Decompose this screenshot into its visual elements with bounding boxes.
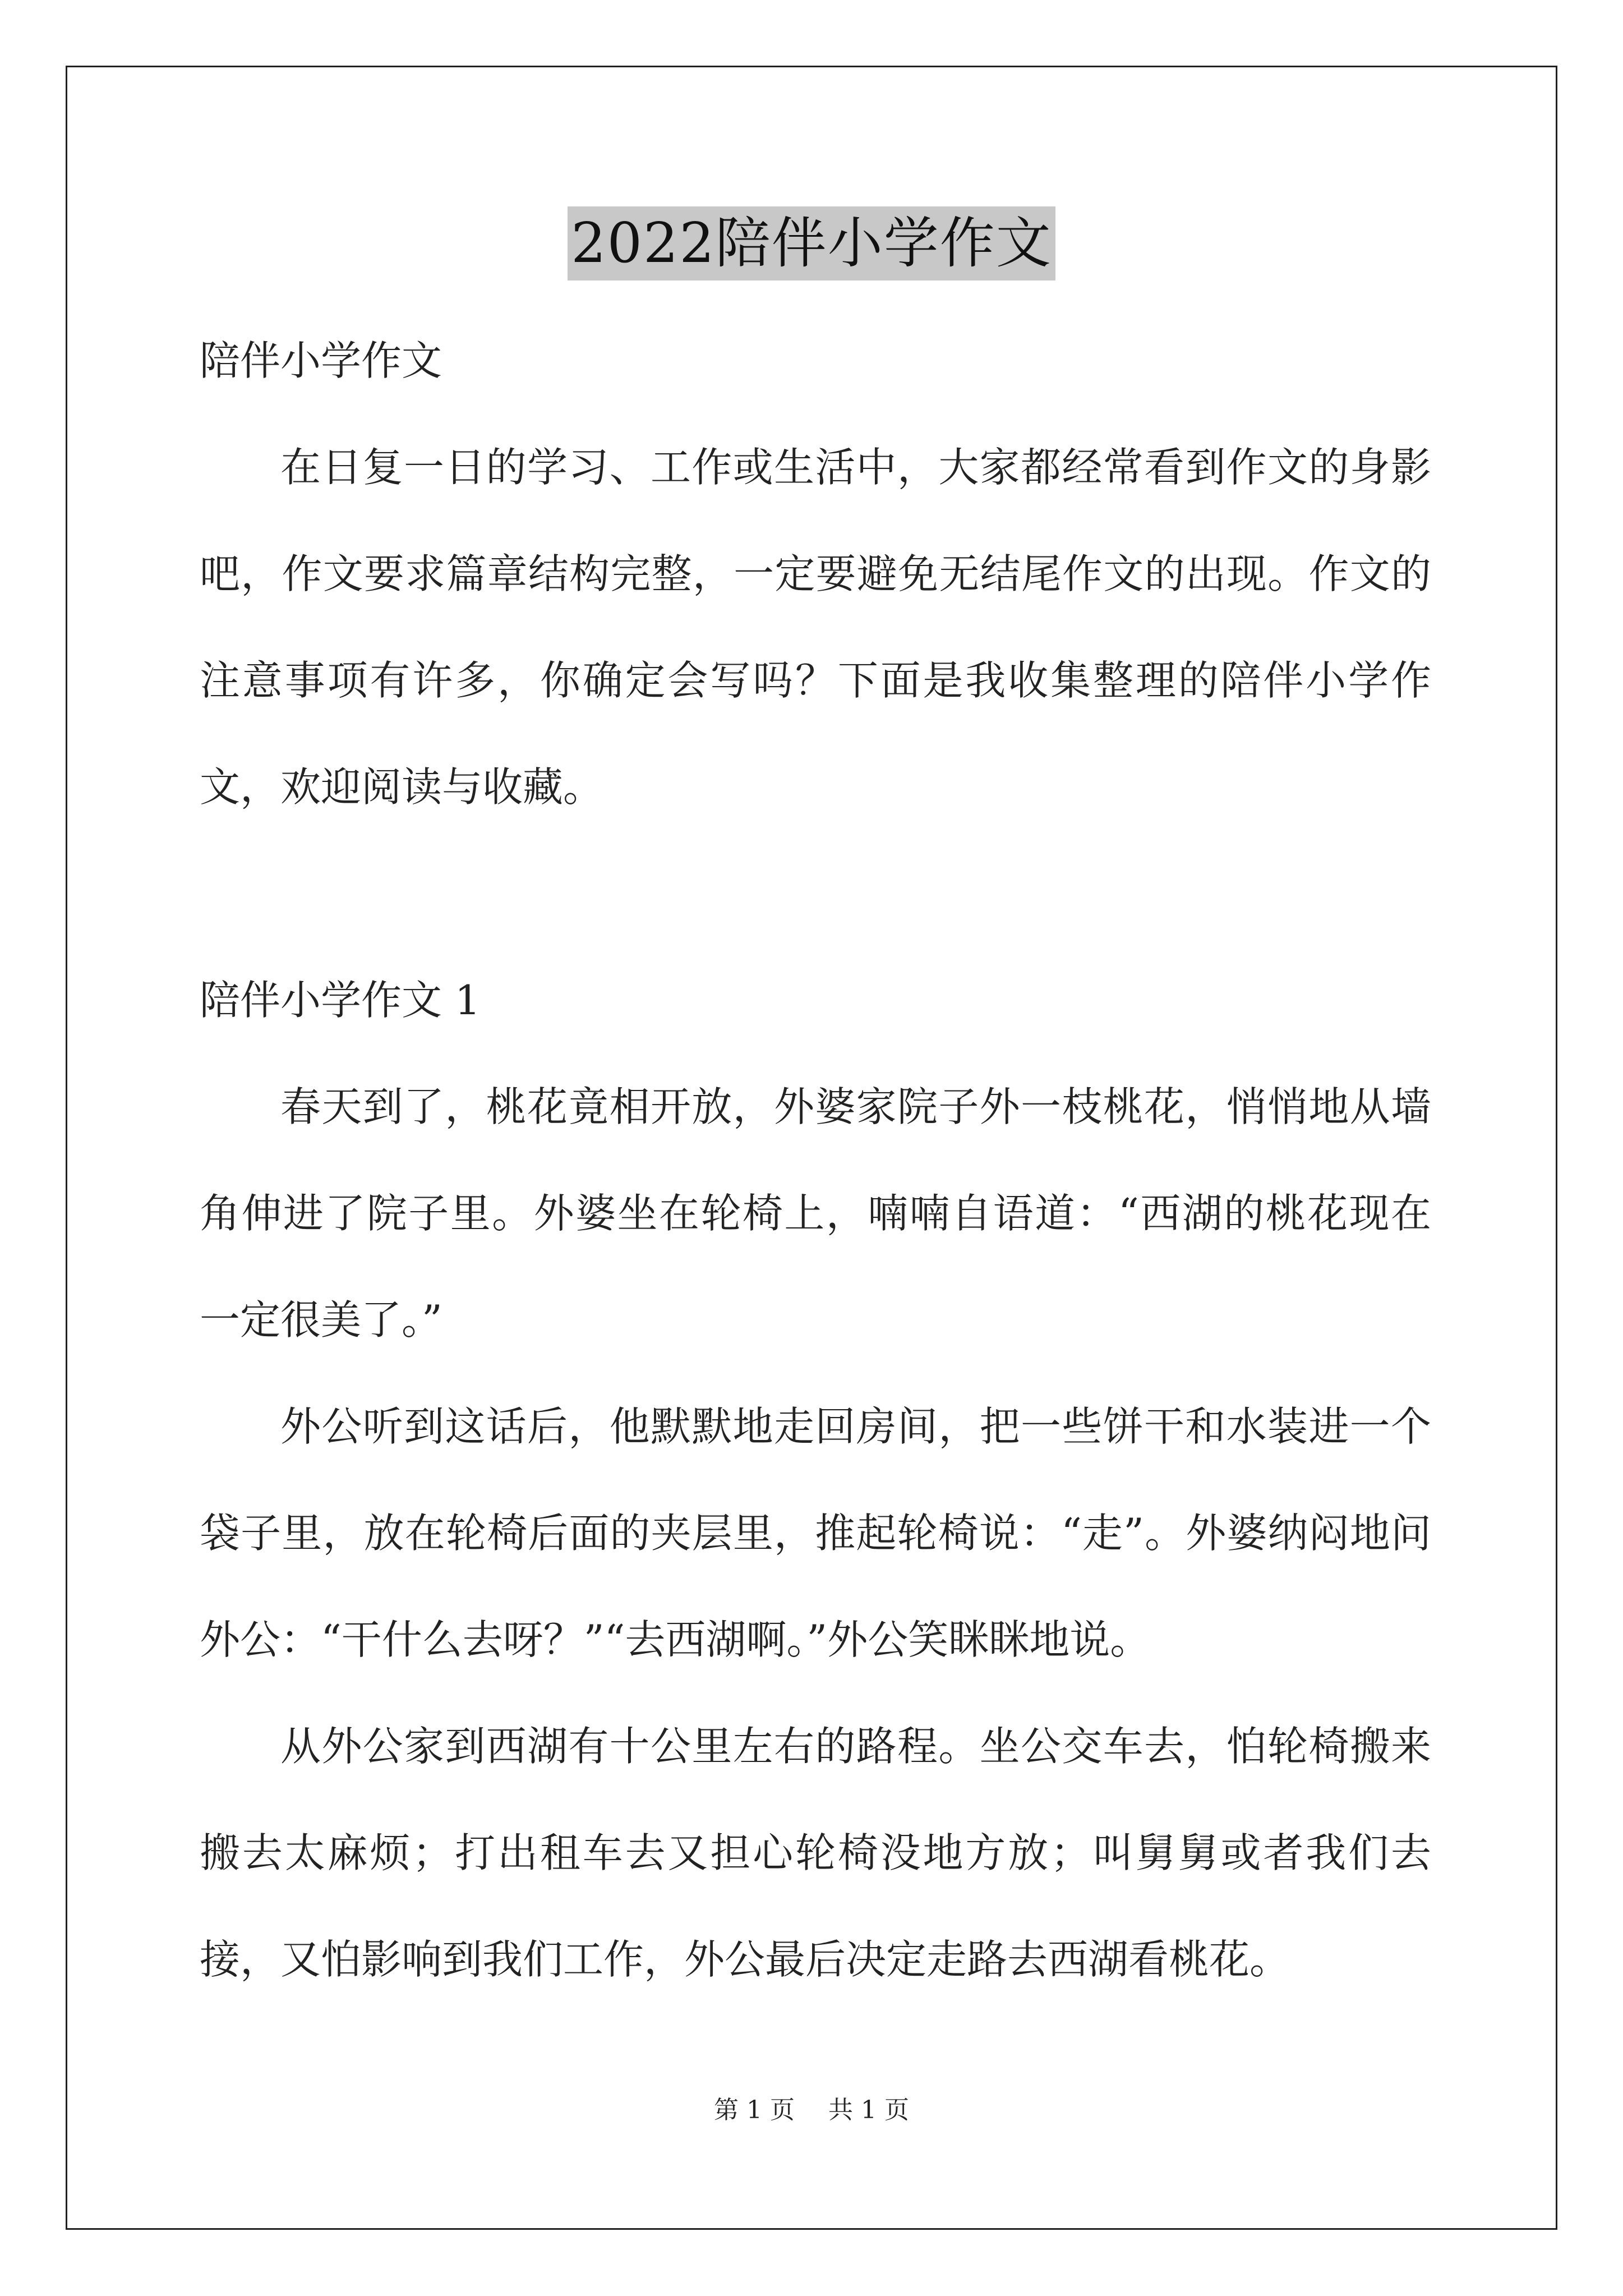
page-footer [0,2090,1623,2125]
page-number-current: 第 1 页 [714,2096,795,2124]
document-title: 2022陪伴小学作文 [568,206,1055,280]
body-paragraph: 从外公家到西湖有十公里左右的路程。坐公交车去，怕轮椅搬来搬去太麻烦；打出租车去又担心轮椅没地方放；叫舅舅或者我们去接，又怕影响到我们工作，外公最后决定走路去西湖看桃花。 [200,1723,1431,1983]
page-number-total: 共 1 页 [828,2096,909,2124]
section-heading: 陪伴小学作文 1 [200,977,481,1024]
document-body [200,307,1431,2013]
subtitle-heading: 陪伴小学作文 [200,337,442,384]
blank-line [200,840,1431,947]
body-paragraph: 春天到了，桃花竟相开放，外婆家院子外一枝桃花，悄悄地从墙角伸进了院子里。外婆坐在轮椅上，喃喃自语道：“西湖的桃花现在一定很美了。” [200,1083,1431,1343]
intro-paragraph: 在日复一日的学习、工作或生活中，大家都经常看到作文的身影吧，作文要求篇章结构完整，一定要避免无结尾作文的出现。作文的注意事项有许多，你确定会写吗？下面是我收集整理的陪伴小学作文，欢迎阅读与收藏。 [200,444,1431,811]
body-paragraph: 外公听到这话后，他默默地走回房间，把一些饼干和水装进一个袋子里，放在轮椅后面的夹层里，推起轮椅说：“走”。外婆纳闷地问外公：“干什么去呀？”“去西湖啊。”外公笑眯眯地说。 [200,1403,1431,1663]
title-container [0,206,1623,280]
